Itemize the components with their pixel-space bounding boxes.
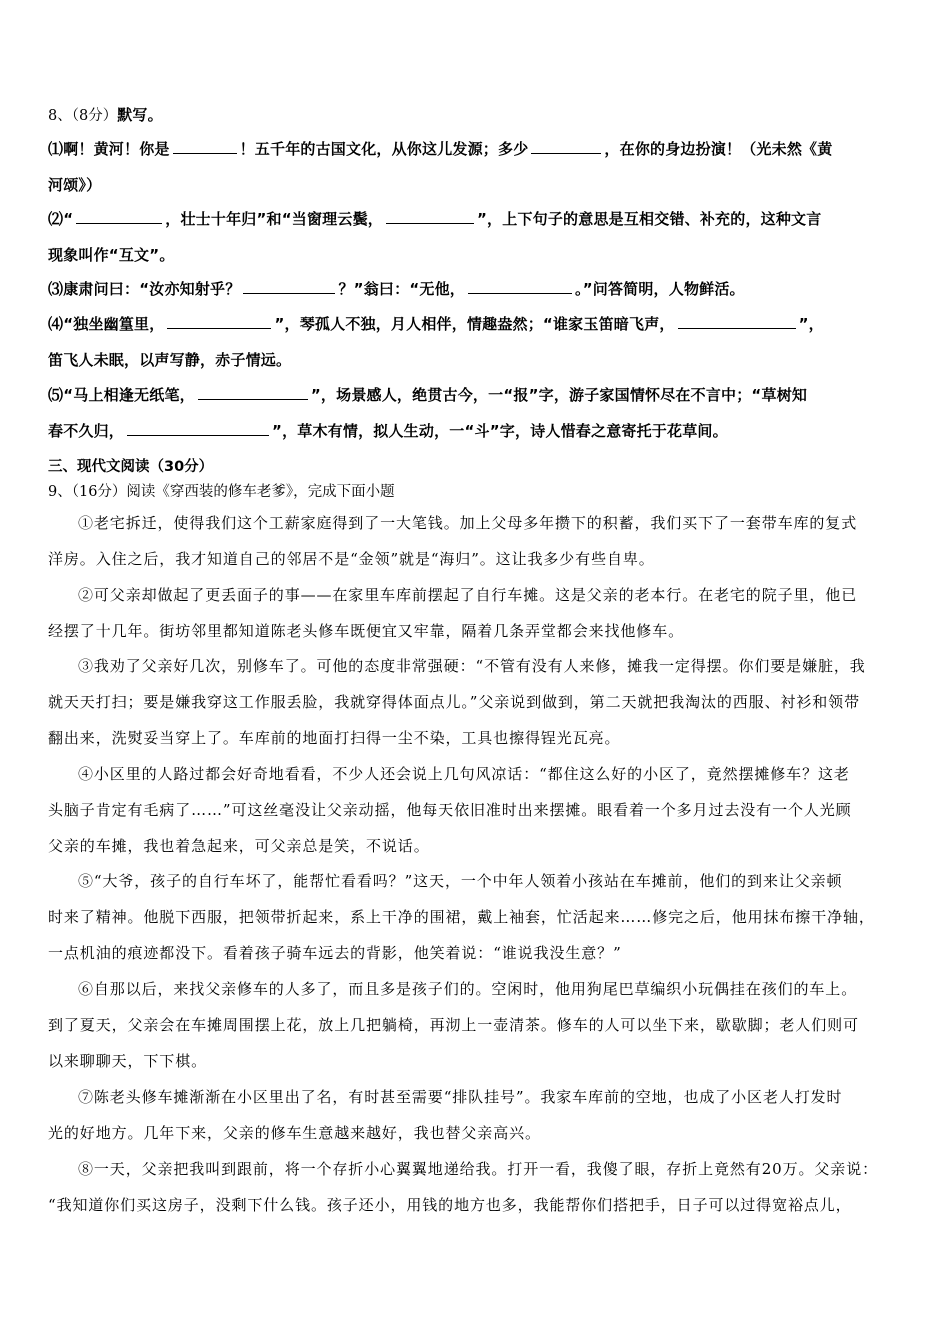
answer-blank[interactable] [127, 421, 269, 436]
passage-line: ②可父亲却做起了更丢面子的事——在家里车库前摆起了自行车摊。这是父亲的老本行。在老宅的院子里，他已 [78, 586, 858, 604]
passage-line: ⑥自那以后，来找父亲修车的人多了，而且多是孩子们的。空闲时，他用狗尾巴草编织小玩偶挂在孩们的车上。 [78, 980, 858, 998]
passage-line: ⑦陈老头修车摊渐渐在小区里出了名，有时甚至需要“排队挂号”。我家车库前的空地，也成了小区老人打发时 [78, 1088, 843, 1106]
answer-blank[interactable] [76, 209, 162, 224]
q8-item-2-line-2: 现象叫作“互文”。 [48, 246, 175, 264]
passage-line: “我知道你们买这房子，没剩下什么钱。孩子还小，用钱的地方也多，我能帮你们搭把手，日子可以过得宽裕点儿， [48, 1196, 852, 1214]
answer-blank[interactable] [173, 139, 237, 154]
q8-item-1-line-2: 河颂》） [48, 176, 102, 194]
passage-line: 翻出来，洗熨妥当穿上了。车库前的地面打扫得一尘不染，工具也擦得锃光瓦亮。 [48, 729, 621, 747]
answer-blank[interactable] [678, 314, 796, 329]
q8-item-2-line-1: ⑵“ ，壮士十年归”和“当窗理云鬓， ”，上下句子的意思是互相交错、补充的，这种文言 [48, 210, 822, 228]
q8-item-4-line-1: ⑷“独坐幽篁里， ”，琴孤人不独，月人相伴，情趣盎然；“谁家玉笛暗飞声， ”， [48, 315, 824, 333]
passage-line: ①老宅拆迁，使得我们这个工薪家庭得到了一大笔钱。加上父母多年攒下的积蓄，我们买下了一套带车库的复式 [78, 514, 858, 532]
passage-line: ⑤“大爷，孩子的自行车坏了，能帮忙看看吗？”这天，一个中年人领着小孩站在车摊前，他们的到来让父亲顿 [78, 872, 843, 890]
answer-blank[interactable] [243, 279, 335, 294]
q8-item-5-line-1: ⑸“马上相逢无纸笔， ”，场景感人，绝贯古今，一“报”字，游子家国情怀尽在不言中；“草树知 [48, 386, 808, 404]
passage-line: 父亲的车摊，我也着急起来，可父亲总是笑，不说话。 [48, 837, 430, 855]
answer-blank[interactable] [386, 209, 474, 224]
q8-heading [48, 104, 163, 125]
passage-line: 以来聊聊天，下下棋。 [48, 1052, 208, 1070]
passage-line: 时来了精神。他脱下西服，把领带折起来，系上干净的围裙，戴上袖套，忙活起来……修完之后，他用抹布擦干净轴， [48, 908, 875, 926]
section-3-heading: 三、现代文阅读（30分） [48, 459, 214, 475]
passage-line: ④小区里的人路过都会好奇地看看，不少人还会说上几句风凉话：“都住这么好的小区了，竟然摆摊修车？这老 [78, 765, 850, 783]
passage-line: 头脑子肯定有毛病了……”可这丝毫没让父亲动摇，他每天依旧准时出来摆摊。眼看着一个多月过去没有一个人光顾 [48, 801, 852, 819]
passage-line: 一点机油的痕迹都没下。看着孩子骑车远去的背影，他笑着说：“谁说我没生意？” [48, 944, 622, 962]
q8-item-3: ⑶康肃问曰：“汝亦知射乎？ ？”翁曰：“无他， 。”问答简明，人物鲜活。 [48, 280, 745, 298]
answer-blank[interactable] [167, 314, 271, 329]
passage-line: 光的好地方。几年下来，父亲的修车生意越来越好，我也替父亲高兴。 [48, 1124, 541, 1142]
q8-instruction: 默写。 [117, 106, 163, 124]
answer-blank[interactable] [468, 279, 572, 294]
q9-heading: 9、（16分）阅读《穿西装的修车老爹》，完成下面小题 [48, 484, 395, 500]
answer-blank[interactable] [198, 385, 308, 400]
passage-line: ⑧一天，父亲把我叫到跟前，将一个存折小心翼翼地递给我。打开一看，我傻了眼，存折上竟然有20万。父亲说： [78, 1160, 878, 1178]
q8-item-4-line-2: 笛飞人未眠，以声写静，赤子情远。 [48, 351, 292, 369]
passage-line: 洋房。入住之后，我才知道自己的邻居不是“金领”就是“海归”。这让我多少有些自卑。 [48, 550, 655, 568]
passage-line: ③我劝了父亲好几次，别修车了。可他的态度非常强硬：“不管有没有人来修，摊我一定得摆。你们要是嫌脏，我 [78, 657, 866, 675]
q8-item-1-line-1: ⑴啊！黄河！你是 ！五千年的古国文化，从你这儿发源；多少 ，在你的身边扮演！（光未然《黄 [48, 140, 833, 158]
passage-line: 经摆了十几年。街坊邻里都知道陈老头修车既便宜又牢靠，隔着几条弄堂都会来找他修车。 [48, 622, 685, 640]
q8-number: 8、（8分） [48, 108, 118, 124]
q8-item-5-line-2: 春不久归， ”，草木有情，拟人生动，一“斗”字，诗人惜春之意寄托于花草间。 [48, 422, 728, 440]
passage-line: 到了夏天，父亲会在车摊周围摆上花，放上几把躺椅，再沏上一壶清茶。修车的人可以坐下来，歇歇脚；老人们则可 [48, 1016, 859, 1034]
passage-line: 就天天打扫；要是嫌我穿这工作服丢脸，我就穿得体面点儿。”父亲说到做到，第二天就把我淘汰的西服、衬衫和领带 [48, 693, 860, 711]
answer-blank[interactable] [531, 139, 601, 154]
